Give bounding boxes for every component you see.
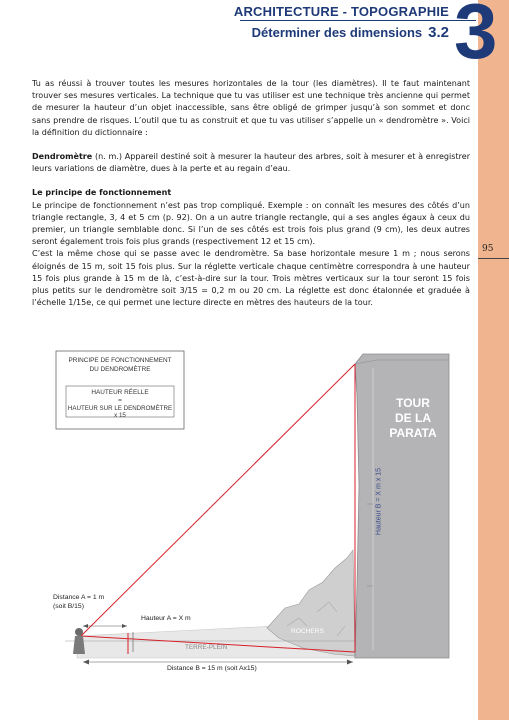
section-number: 3.2	[428, 24, 449, 41]
header-rule	[240, 20, 476, 21]
page-number: 95	[482, 244, 494, 254]
distance-a-label: Distance A = 1 m	[53, 594, 105, 601]
rochers-label: ROCHERS	[291, 628, 324, 635]
observer-figure	[73, 628, 85, 654]
box-formula-eq: =	[118, 397, 122, 404]
tower-label-2: DE LA	[395, 411, 431, 425]
dendrometer-paragraph: C’est la même chose qui se passe avec le dendromètre. Sa base horizontale mesure 1 m ; nous serons éloignés de 15 m, soit 15 fois plus. Sur la réglette verticale chaque centimètre correspondra à une hauteur 15 fois plus grande à 15 m de là, c’est-à-dire sur la tour. Trois mètres verticaux sur la tour seront 15 fois plus petits sur le dendromètre soit 3/15 = 0,2 m ou 20 cm. La réglette est donc étalonnée et graduée à l’échelle 1/15e, ce qui permet une lecture directe en mètres des hauteurs de la tour.	[32, 249, 470, 308]
distance-b-label: Distance B = 15 m (soit Ax15)	[167, 665, 257, 672]
intro-paragraph: Tu as réussi à trouver toutes les mesures horizontales de la tour (les diamètres). Il te faut maintenant trouver ses mesures verticales. La technique que tu vas utiliser est une technique très ancienne qui permet de mesurer la hauteur d’un objet inaccessible, sans être obligé de grimper jusqu’à son sommet et donc sans prendre de risques. L’outil que tu as construit et que tu vas utiliser s’appelle un « dendromètre ». Voici la définition du dictionnaire :	[32, 79, 470, 137]
chapter-number: 3	[454, 0, 498, 75]
box-title-1: PRINCIPE DE FONCTIONNEMENT	[68, 357, 172, 364]
principle-paragraph: Le principe de fonctionnement n’est pas trop compliqué. Exemple : on connaît les mesures des côtés d’un triangle rectangle, 3, 4 et 5 cm (p. 92). On a un autre triangle rectangle, qui a ses angles égaux à ceux du premier, un triangle semblable donc. Si l’un de ses côtés est trois fois plus grand (9 cm), les deux autres seront également trois fois plus grands (respectivement 12 et 15 cm).	[32, 200, 470, 247]
definition-term: Dendromètre	[32, 152, 93, 162]
dendrometer-figure	[37, 336, 460, 700]
height-b-label: Hauteur B = X m x 15	[375, 467, 383, 536]
box-formula-2: HAUTEUR SUR LE DENDROMÈTRE x 15	[67, 405, 173, 419]
section-subtitle: Déterminer des dimensions	[251, 25, 423, 40]
box-title-2: DU DENDROMÈTRE	[89, 366, 151, 373]
body-text	[32, 78, 470, 309]
definition-text: (n. m.) Appareil destiné soit à mesurer la hauteur des arbres, soit à mesurer et à enregistrer leurs variations de diamètre, dues à la perte et au regain d’eau.	[32, 152, 470, 174]
distance-a-note: (soit B/15)	[53, 603, 84, 610]
page-number-rule	[478, 258, 509, 259]
tower-label-1: TOUR	[396, 396, 430, 410]
principle-heading: Le principe de fonctionnement	[32, 188, 172, 198]
terre-plein-label: TERRE-PLEIN	[185, 644, 228, 651]
box-formula-1: HAUTEUR RÉELLE	[91, 389, 149, 396]
chapter-title: ARCHITECTURE - TOPOGRAPHIE	[233, 4, 449, 19]
section-title	[252, 24, 449, 41]
tower-label-3: PARATA	[389, 426, 437, 440]
definition-paragraph	[32, 151, 470, 175]
height-a-label: Hauteur A = X m	[141, 615, 191, 622]
